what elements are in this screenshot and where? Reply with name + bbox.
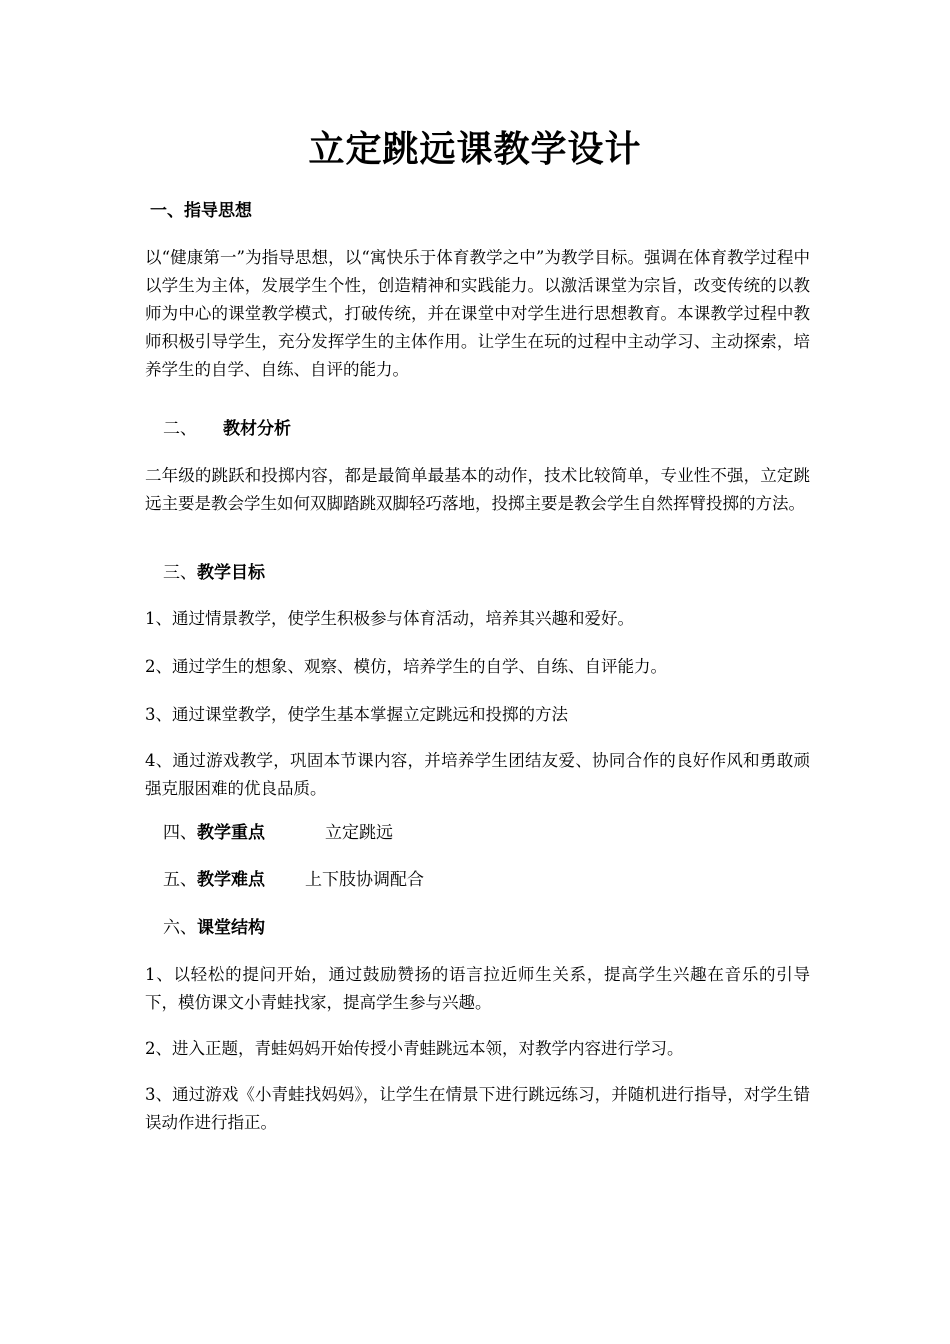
section-heading-key-points (163, 820, 393, 846)
goal-item: 3、通过课堂教学，使学生基本掌握立定跳远和投掷的方法 (145, 705, 568, 724)
structure-item: 3、通过游戏《小青蛙找妈妈》，让学生在情景下进行跳远练习，并随机进行指导，对学生错误动作进行指正。 (145, 1085, 810, 1132)
section-number: 四、 (163, 823, 197, 843)
structure-item: 2、进入正题，青蛙妈妈开始传授小青蛙跳远本领，对教学内容进行学习。 (145, 1039, 684, 1058)
section-number: 五、 (163, 870, 197, 890)
section-heading-text: 课堂结构 (197, 918, 265, 938)
section-heading-difficulties (163, 867, 424, 893)
section-number: 二、 (163, 419, 197, 439)
section-heading-text: 教材分析 (223, 419, 291, 439)
section-heading-text: 教学难点 (197, 870, 265, 890)
section-heading-material-analysis (163, 416, 291, 442)
section-heading-class-structure (163, 915, 265, 941)
goal-item: 2、通过学生的想象、观察、模仿，培养学生的自学、自练、自评能力。 (145, 657, 667, 676)
section-number: 六、 (163, 918, 197, 938)
goal-item: 4、通过游戏教学，巩固本节课内容，并培养学生团结友爱、协同合作的良好作风和勇敢顽强克服困难的优良品质。 (145, 751, 810, 798)
section-heading-text: 教学重点 (197, 823, 265, 843)
document-title: 立定跳远课教学设计 (308, 129, 642, 170)
section-heading-teaching-goals (163, 560, 265, 586)
key-point-value: 立定跳远 (325, 823, 393, 843)
section-heading-guiding-ideology: 一、指导思想 (150, 201, 252, 221)
section-body-guiding-ideology: 以“健康第一”为指导思想，以“寓快乐于体育教学之中”为教学目标。强调在体育教学过程中以学生为主体，发展学生个性，创造精神和实践能力。以激活课堂为宗旨，改变传统的以教师为中心的课堂教学模式，打破传统，并在课堂中对学生进行思想教育。本课教学过程中教师积极引导学生，充分发挥学生的主体作用。让学生在玩的过程中主动学习、主动探索，培养学生的自学、自练、自评的能力。 (145, 248, 810, 379)
section-heading-text: 教学目标 (197, 563, 265, 583)
goal-item: 1、通过情景教学，使学生积极参与体育活动，培养其兴趣和爱好。 (145, 609, 634, 628)
section-body-material-analysis: 二年级的跳跃和投掷内容，都是最简单最基本的动作，技术比较简单，专业性不强，立定跳远主要是教会学生如何双脚踏跳双脚轻巧落地，投掷主要是教会学生自然挥臂投掷的方法。 (145, 466, 810, 513)
section-number: 三、 (163, 563, 197, 583)
structure-item: 1、以轻松的提问开始，通过鼓励赞扬的语言拉近师生关系，提高学生兴趣在音乐的引导下，模仿课文小青蛙找家，提高学生参与兴趣。 (145, 965, 810, 1012)
difficulty-value: 上下肢协调配合 (305, 870, 424, 890)
